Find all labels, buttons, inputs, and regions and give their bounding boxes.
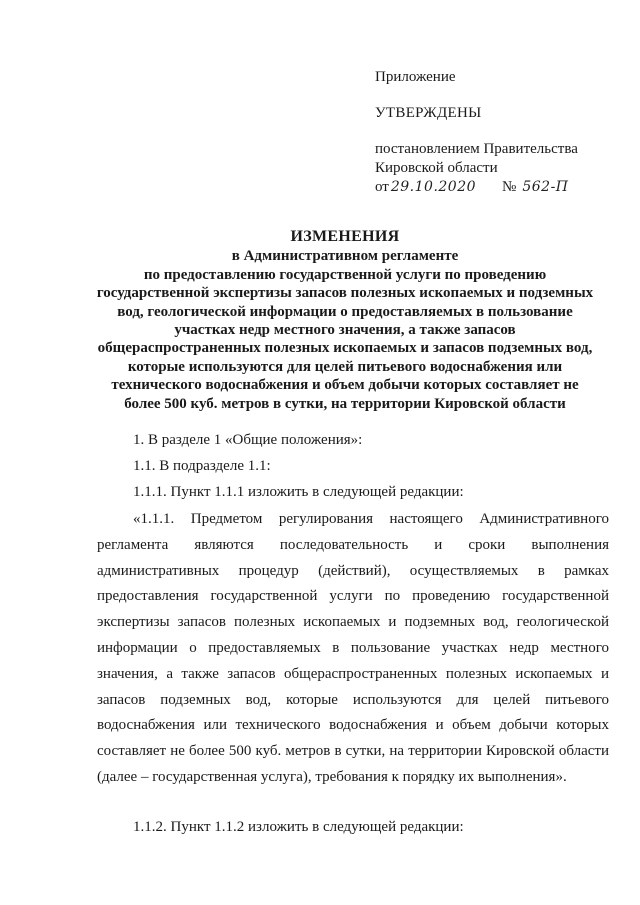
approved-label: УТВЕРЖДЕНЫ [375, 105, 482, 121]
paragraph-item-1-1-2: 1.1.2. Пункт 1.1.2 изложить в следующей редакции: [133, 819, 464, 835]
quoted-new-wording: «1.1.1. Предметом регулирования настоящего Административного регламента являются последовательность и сроки выполнения административных процедур (действий), осуществляемых в рамках предоставления государственной услуги по проведению государственной экспертизы запасов полезных ископаемых и подземных вод, геологической информации о предоставляемых в пользование участках недр местного значения, а также запасов общераспространенных полезных ископаемых и запасов подземных вод, которые используются для целей питьевого водоснабжения или технического водоснабжения и объем добычи которых составляет не более 500 куб. метров в сутки, на территории Кировской области (далее – государственная услуга), требования к порядку их выполнения». [97, 511, 609, 785]
title-line: государственной экспертизы запасов полезных ископаемых и подземных [96, 285, 594, 302]
paragraph-item-1-1-1: 1.1.1. Пункт 1.1.1 изложить в следующей редакции: [133, 484, 464, 500]
date-prefix: от [375, 179, 389, 195]
title-line: более 500 куб. метров в сутки, на территории Кировской области [124, 395, 566, 412]
paragraph-subsection-1-1: 1.1. В подразделе 1.1: [133, 458, 271, 474]
number-prefix: № [502, 179, 517, 195]
title-line: в Административном регламенте [231, 248, 459, 265]
handwritten-date: 29.10.2020 [390, 179, 477, 195]
paragraph-section-1: 1. В разделе 1 «Общие положения»: [133, 432, 363, 448]
title-line: технического водоснабжения и объем добычи которых составляет не [111, 377, 579, 394]
handwritten-number: 562-П [522, 179, 569, 195]
date-number-line [375, 178, 625, 197]
title-line: которые используются для целей питьевого водоснабжения или [127, 358, 563, 375]
approval-block [375, 68, 625, 197]
title-line: вод, геологической информации о предоставляемых в пользование [117, 303, 573, 320]
document-title: ИЗМЕНЕНИЯ [290, 228, 400, 245]
title-line: по предоставлению государственной услуги по проведению [143, 266, 547, 283]
document-title-block [80, 228, 610, 413]
decree-line-1: постановлением Правительства [375, 141, 578, 157]
appendix-label: Приложение [375, 69, 456, 85]
title-line: участках недр местного значения, а также запасов [174, 322, 516, 339]
title-line: общераспространенных полезных ископаемых и запасов подземных вод, [97, 340, 593, 357]
decree-line-2: Кировской области [375, 160, 498, 176]
